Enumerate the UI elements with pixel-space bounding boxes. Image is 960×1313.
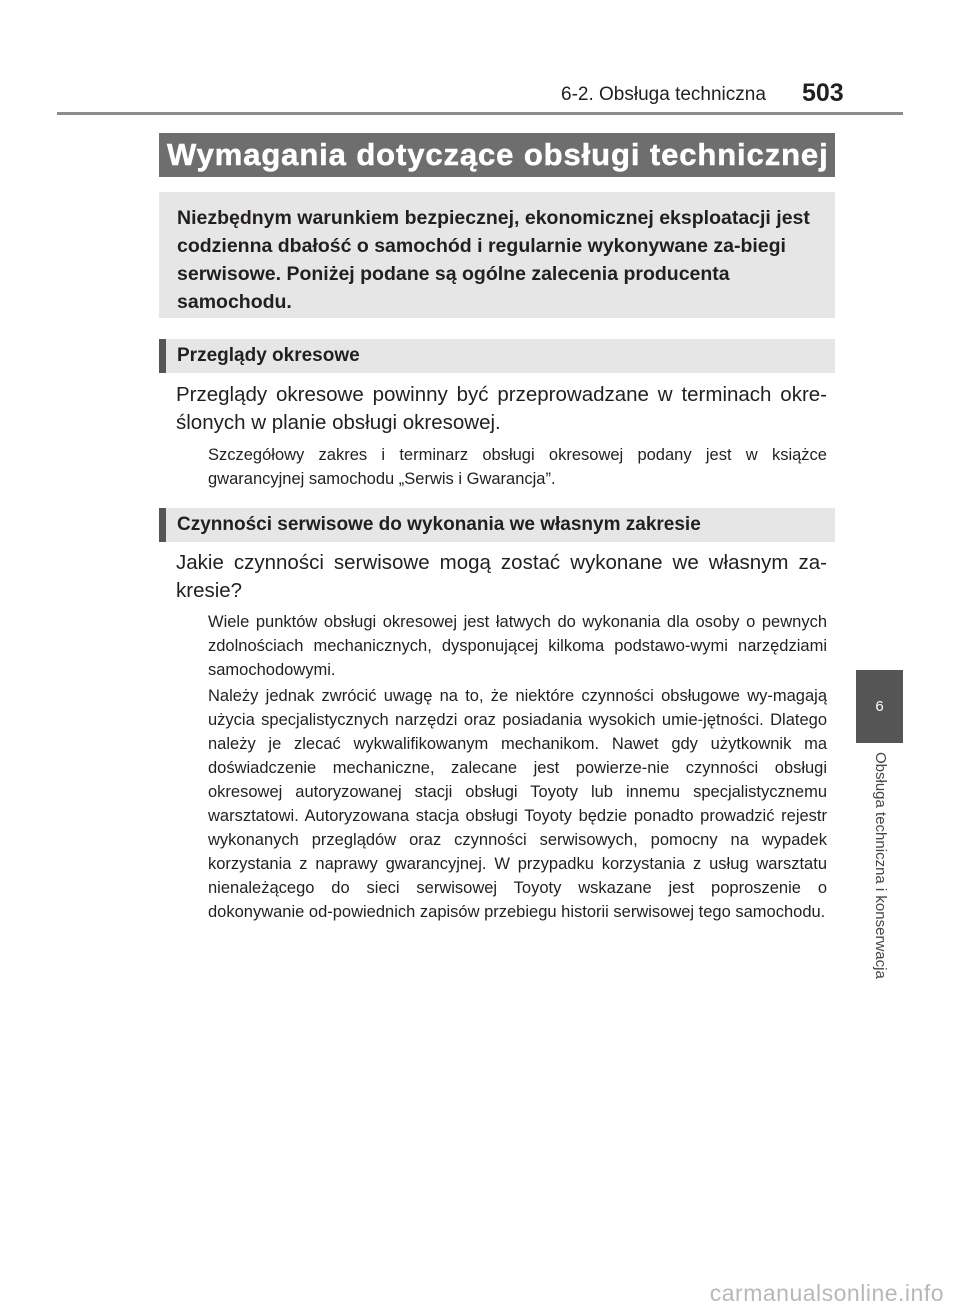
chapter-number: 6 <box>875 698 884 715</box>
page-number: 503 <box>802 79 844 107</box>
header-divider <box>57 112 903 115</box>
self-service-note-1: Wiele punktów obsługi okresowej jest łatwych do wykonania dla osoby o pewnych zdolnościach mechanicznych, dysponującej kilkoma podstawo-wymi narzędziami samochodowymi. <box>208 613 827 679</box>
chapter-side-label: Obsługa techniczna i konserwacja <box>872 752 889 979</box>
periodic-inspections-text: Przeglądy okresowe powinny być przeprowadzane w terminach okre-ślonych w planie obsługi okresowej. <box>176 383 827 434</box>
chapter-tab[interactable] <box>856 670 903 743</box>
section-heading-self-service: Czynności serwisowe do wykonania we własnym zakresie <box>159 508 835 542</box>
watermark: carmanualsonline.info <box>709 1280 944 1306</box>
periodic-inspections-note: Szczegółowy zakres i terminarz obsługi okresowej podany jest w książce gwarancyjnej samochodu „Serwis i Gwarancja”. <box>208 446 827 488</box>
intro-box: Niezbędnym warunkiem bezpiecznej, ekonomicznej eksploatacji jest codzienna dbałość o samochód i regularnie wykonywane za-biegi serwisowe. Poniżej podane są ogólne zalecenia producenta samochodu. <box>159 192 835 318</box>
header-section-title: 6-2. Obsługa techniczna <box>561 84 766 105</box>
self-service-note-2: Należy jednak zwrócić uwagę na to, że niektóre czynności obsługowe wy-magają użycia specjalistycznych narzędzi oraz posiadania wysokich umie-jętności. Dlatego należy je zlecać wykwalifikowanym mechanikom. Nawet gdy użytkownik ma doświadczenie mechaniczne, zalecane jest powierze-nie czynności obsługi okresowej autoryzowanej stacji obsługi Toyoty lub innemu specjalistycznemu warsztatowi. Autoryzowana stacja obsługi Toyoty będzie ponadto prowadzić rejestr wykonanych przeglądów oraz czynności serwisowych, pomocny na wypadek korzystania z naprawy gwarancyjnej. W przypadku korzystania z usług warsztatu nienależącego do sieci serwisowej Toyoty wskazane jest poproszenie o dokonywanie od-powiednich zapisów przebiegu historii serwisowej tego samochodu. <box>208 687 827 921</box>
page-title: Wymagania dotyczące obsługi technicznej <box>159 133 835 177</box>
self-service-text: Jakie czynności serwisowe mogą zostać wykonane we własnym za-kresie? <box>176 551 827 602</box>
section-heading-periodic-inspections: Przeglądy okresowe <box>159 339 835 373</box>
